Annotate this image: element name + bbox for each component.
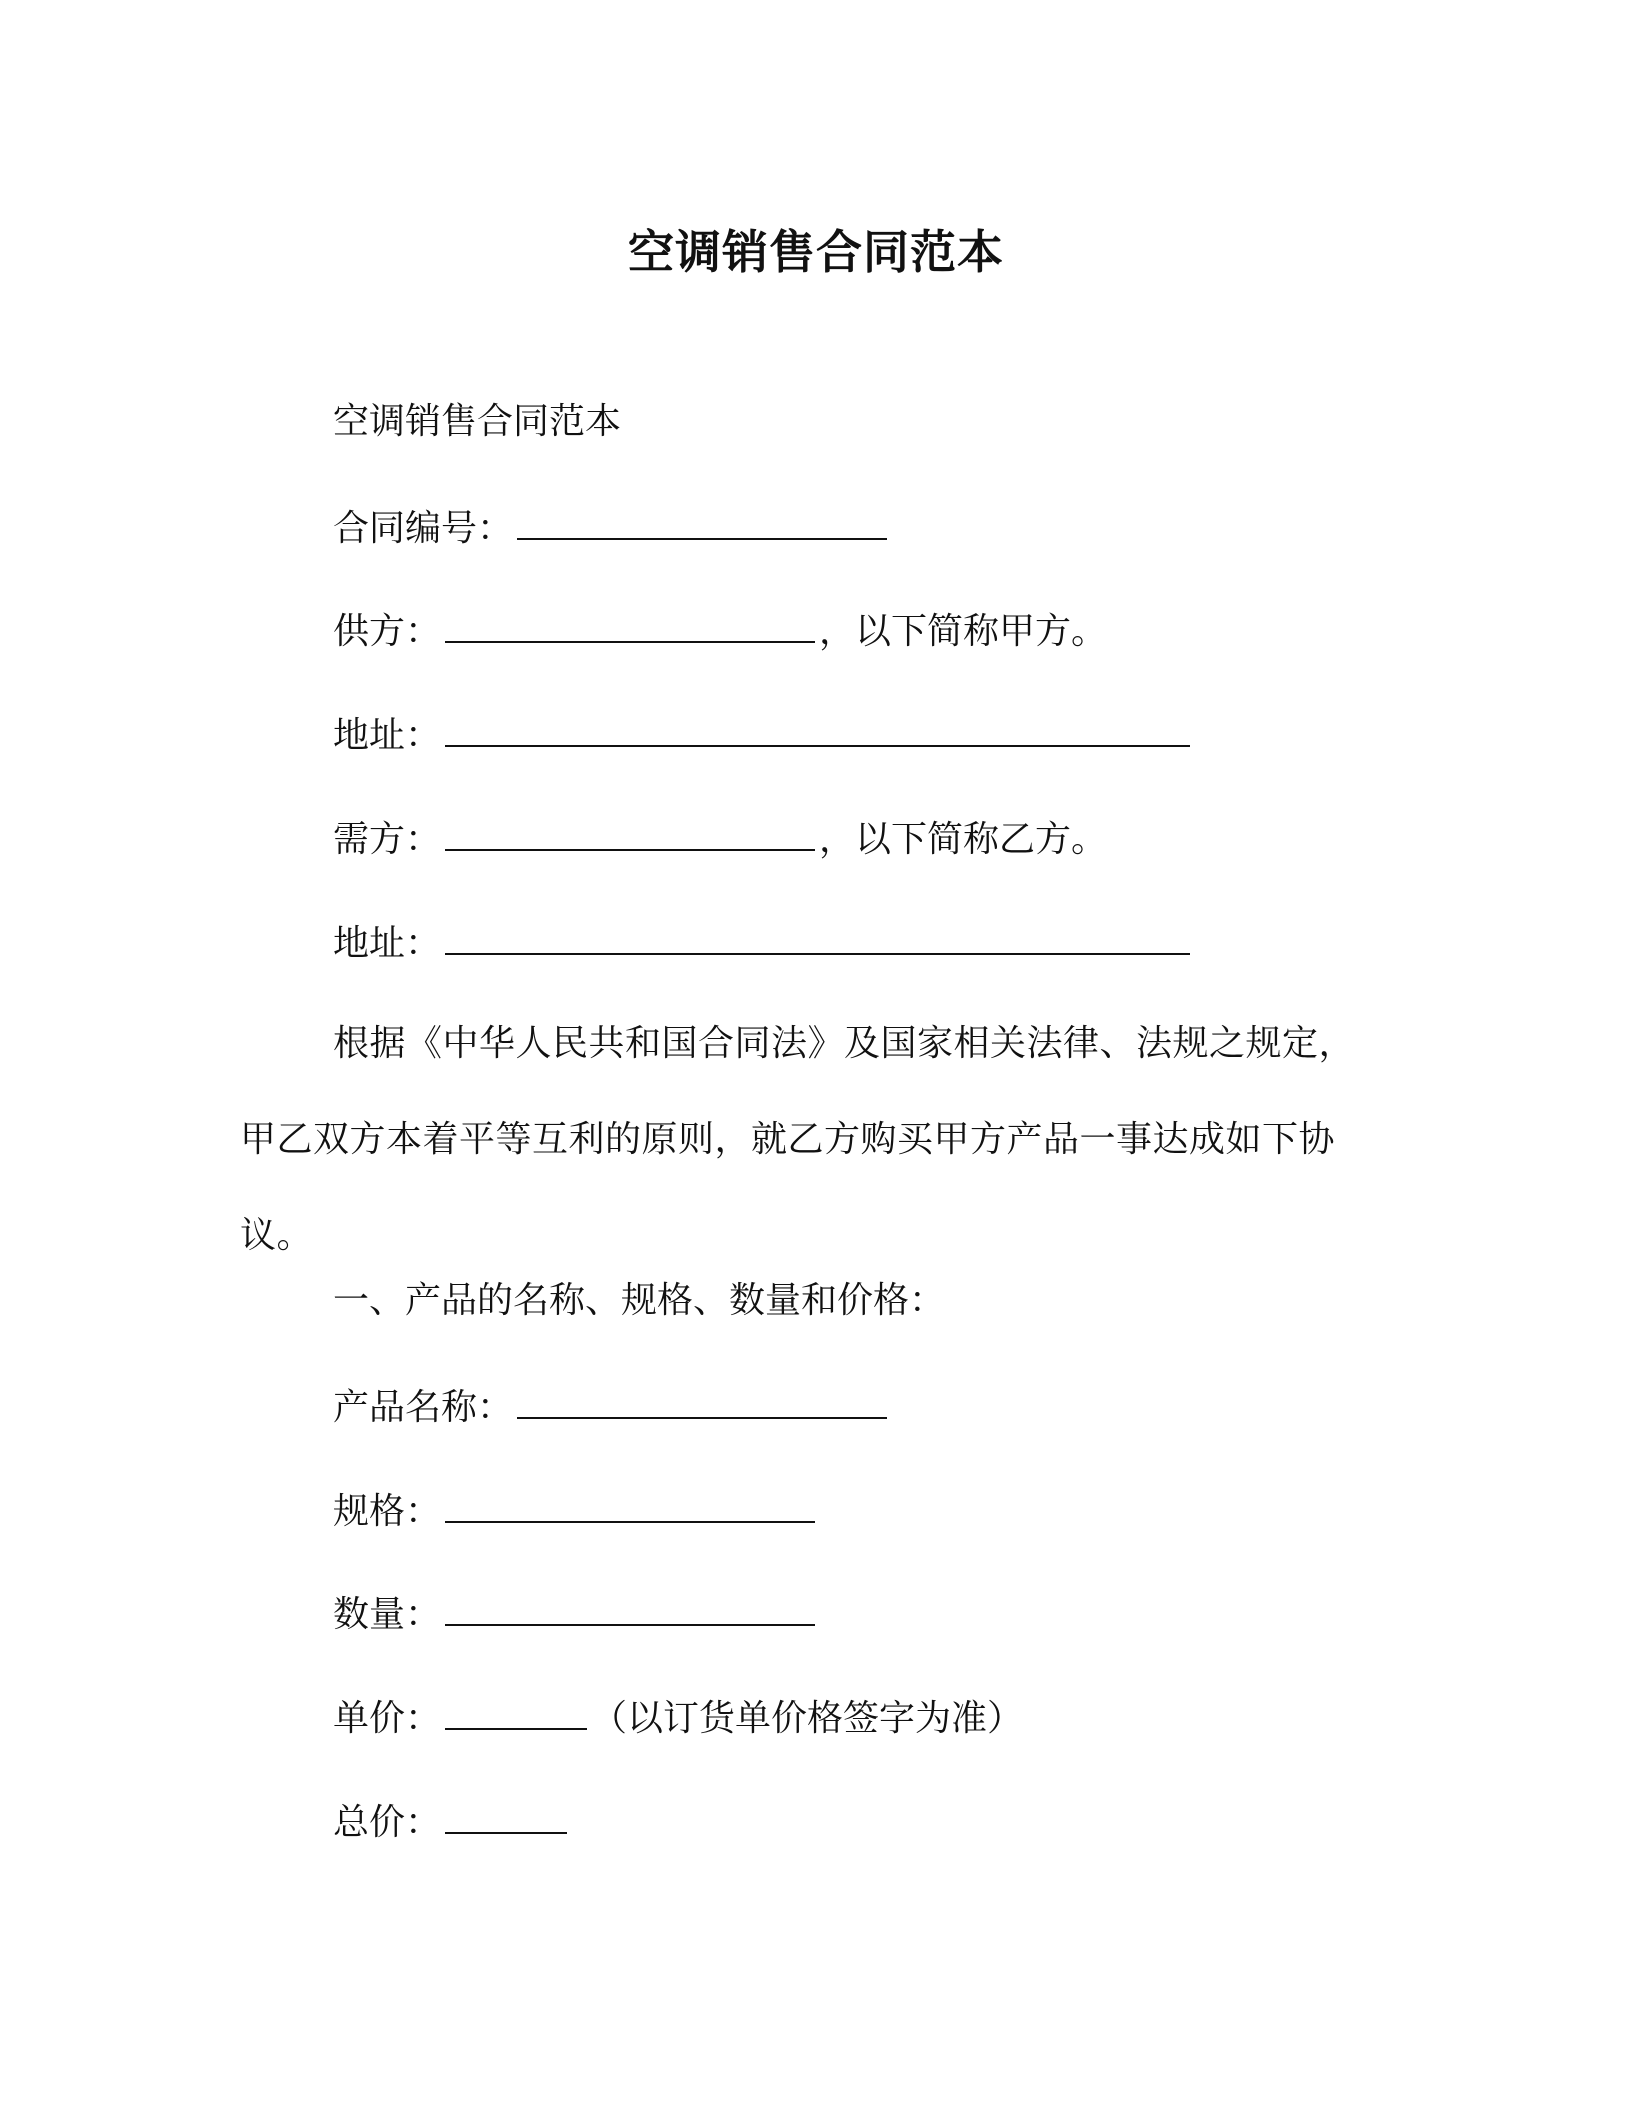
unit-price-blank bbox=[445, 1692, 587, 1730]
quantity-label: 数量： bbox=[333, 1594, 442, 1635]
contract-number-line bbox=[333, 502, 891, 553]
total-price-blank bbox=[445, 1796, 567, 1834]
buyer-address-blank bbox=[445, 917, 1190, 955]
document-title: 空调销售合同范本 bbox=[628, 225, 1004, 279]
supplier-address-line bbox=[333, 709, 1194, 760]
document-subtitle: 空调销售合同范本 bbox=[333, 401, 622, 442]
spec-line bbox=[333, 1485, 819, 1536]
buyer-address-line bbox=[333, 917, 1194, 968]
buyer-address-label: 地址： bbox=[333, 923, 442, 964]
buyer-label: 需方： bbox=[333, 819, 442, 860]
contract-number-label: 合同编号： bbox=[333, 508, 514, 549]
preamble-paragraph: 根据《中华人民共和国合同法》及国家相关法律、法规之规定，甲乙双方本着平等互利的原则，就乙方购买甲方产品一事达成如下协议。 bbox=[240, 1023, 1356, 1256]
total-price-line bbox=[333, 1796, 571, 1847]
unit-price-label: 单价： bbox=[333, 1698, 442, 1739]
unit-price-note: （以订货单价格签字为准） bbox=[591, 1698, 1024, 1739]
section1-heading: 一、产品的名称、规格、数量和价格： bbox=[333, 1280, 946, 1321]
quantity-line bbox=[333, 1588, 819, 1639]
supplier-label: 供方： bbox=[333, 611, 442, 652]
product-name-line bbox=[333, 1381, 891, 1432]
buyer-suffix: ，以下简称乙方。 bbox=[819, 819, 1108, 860]
supplier-suffix: ，以下简称甲方。 bbox=[819, 611, 1108, 652]
total-price-label: 总价： bbox=[333, 1802, 442, 1843]
buyer-line bbox=[333, 813, 1107, 864]
buyer-blank bbox=[445, 813, 815, 851]
supplier-blank bbox=[445, 605, 815, 643]
spec-blank bbox=[445, 1485, 815, 1523]
quantity-blank bbox=[445, 1588, 815, 1626]
spec-label: 规格： bbox=[333, 1491, 442, 1532]
supplier-address-blank bbox=[445, 709, 1190, 747]
contract-number-blank bbox=[517, 502, 887, 540]
supplier-address-label: 地址： bbox=[333, 715, 442, 756]
unit-price-line bbox=[333, 1692, 1023, 1743]
product-name-blank bbox=[517, 1381, 887, 1419]
supplier-line bbox=[333, 605, 1107, 656]
product-name-label: 产品名称： bbox=[333, 1387, 514, 1428]
